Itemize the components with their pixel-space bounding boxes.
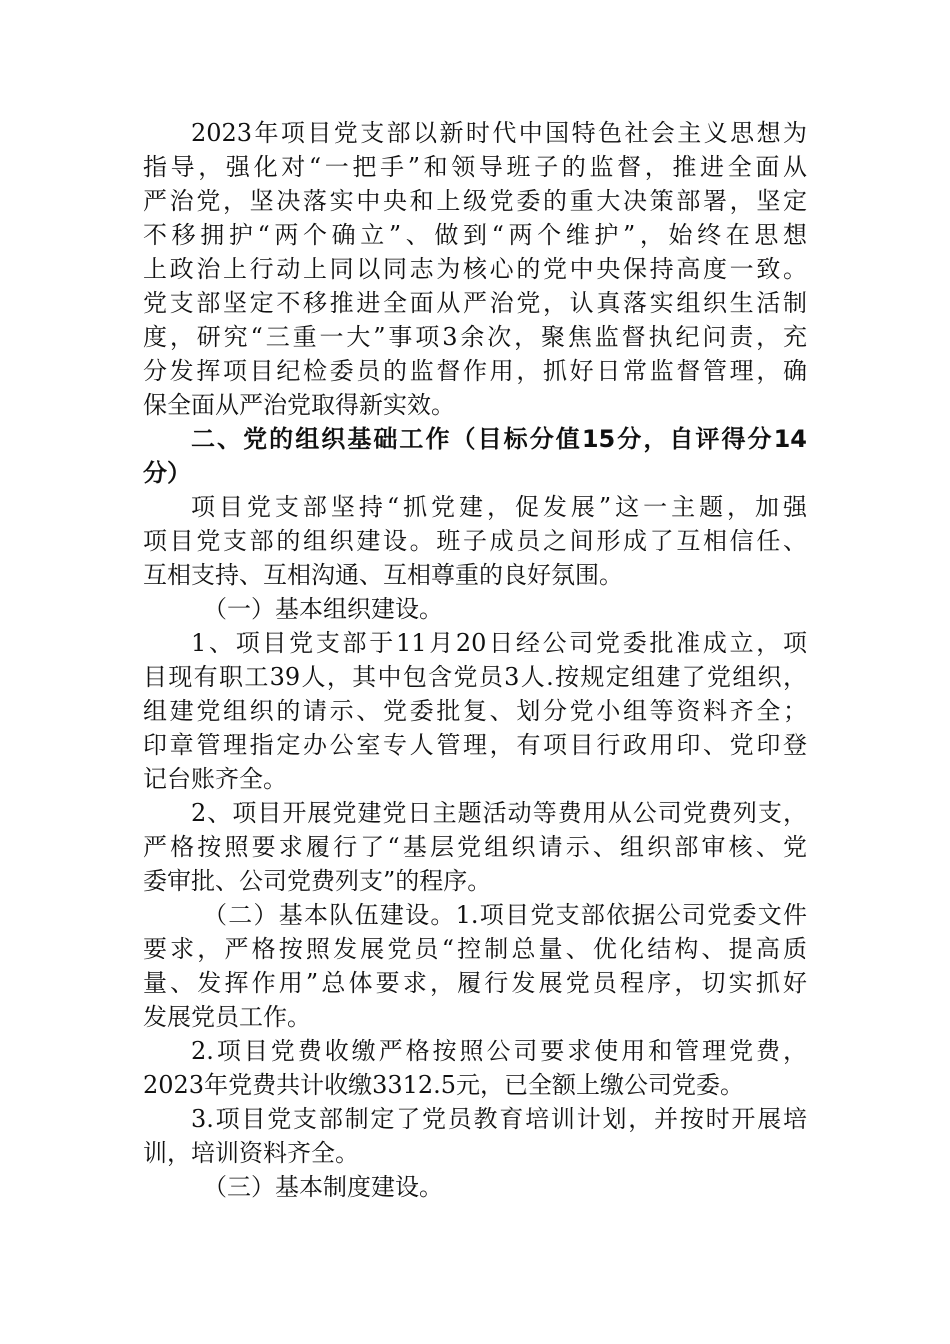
paragraph-party-supervision bbox=[143, 116, 807, 422]
text-line: 委审批、公司党费列支”的程序。 bbox=[143, 867, 492, 895]
subheading-line: （三）基本制度建设。 bbox=[203, 1173, 443, 1201]
text-line: 保全面从严治党取得新实效。 bbox=[143, 391, 455, 419]
text-line: 严格按照要求履行了“基层党组织请示、组织部审核、党 bbox=[143, 833, 807, 861]
subheading-line: （一）基本组织建设。 bbox=[203, 595, 443, 623]
text-line: 指导，强化对“一把手”和领导班子的监督，推进全面从 bbox=[143, 153, 807, 181]
text-line: 印章管理指定办公室专人管理，有项目行政用印、党印登 bbox=[143, 731, 807, 759]
paragraph-party-fees bbox=[143, 1034, 807, 1102]
text-line: 2023年党费共计收缴3312.5元，已全额上缴公司党委。 bbox=[143, 1071, 745, 1099]
subheading-basic-organization bbox=[143, 592, 807, 626]
paragraph-team-building bbox=[143, 898, 807, 1034]
text-line: 量、发挥作用”总体要求，履行发展党员程序，切实抓好 bbox=[143, 969, 807, 997]
paragraph-organization-building bbox=[143, 490, 807, 592]
text-line: 互相支持、互相沟通、互相尊重的良好氛围。 bbox=[143, 561, 623, 589]
text-line: （二）基本队伍建设。1.项目党支部依据公司党委文件 bbox=[203, 901, 807, 929]
text-line: 1、项目党支部于11月20日经公司党委批准成立，项 bbox=[191, 629, 807, 657]
section-heading bbox=[143, 422, 807, 490]
paragraph-item-1 bbox=[143, 626, 807, 796]
text-line: 项目党支部坚持“抓党建，促发展”这一主题，加强 bbox=[191, 493, 807, 521]
heading-line: 二、党的组织基础工作（目标分值15分，自评得分14 bbox=[191, 425, 807, 453]
text-line: 组建党组织的请示、党委批复、划分党小组等资料齐全； bbox=[143, 697, 807, 725]
text-line: 训，培训资料齐全。 bbox=[143, 1139, 359, 1167]
text-line: 记台账齐全。 bbox=[143, 765, 287, 793]
text-line: 度，研究“三重一大”事项3余次，聚焦监督执纪问责，充 bbox=[143, 323, 807, 351]
paragraph-training bbox=[143, 1102, 807, 1170]
text-line: 严治党，坚决落实中央和上级党委的重大决策部署，坚定 bbox=[143, 187, 807, 215]
text-line: 3.项目党支部制定了党员教育培训计划，并按时开展培 bbox=[191, 1105, 807, 1133]
text-line: 上政治上行动上同以同志为核心的党中央保持高度一致。 bbox=[143, 255, 807, 283]
text-line: 要求，严格按照发展党员“控制总量、优化结构、提高质 bbox=[143, 935, 807, 963]
text-line: 分发挥项目纪检委员的监督作用，抓好日常监督管理，确 bbox=[143, 357, 807, 385]
text-line: 2023年项目党支部以新时代中国特色社会主义思想为 bbox=[191, 119, 807, 147]
text-line: 党支部坚定不移推进全面从严治党，认真落实组织生活制 bbox=[143, 289, 807, 317]
text-line: 目现有职工39人，其中包含党员3人.按规定组建了党组织， bbox=[143, 663, 807, 691]
heading-line: 分） bbox=[143, 459, 191, 487]
text-line: 2、项目开展党建党日主题活动等费用从公司党费列支， bbox=[191, 799, 807, 827]
text-line: 不移拥护“两个确立”、做到“两个维护”，始终在思想 bbox=[143, 221, 807, 249]
subheading-basic-system bbox=[143, 1170, 807, 1204]
document-page bbox=[143, 116, 807, 1204]
paragraph-item-2 bbox=[143, 796, 807, 898]
text-line: 项目党支部的组织建设。班子成员之间形成了互相信任、 bbox=[143, 527, 807, 555]
text-line: 2.项目党费收缴严格按照公司要求使用和管理党费， bbox=[191, 1037, 807, 1065]
text-line: 发展党员工作。 bbox=[143, 1003, 311, 1031]
